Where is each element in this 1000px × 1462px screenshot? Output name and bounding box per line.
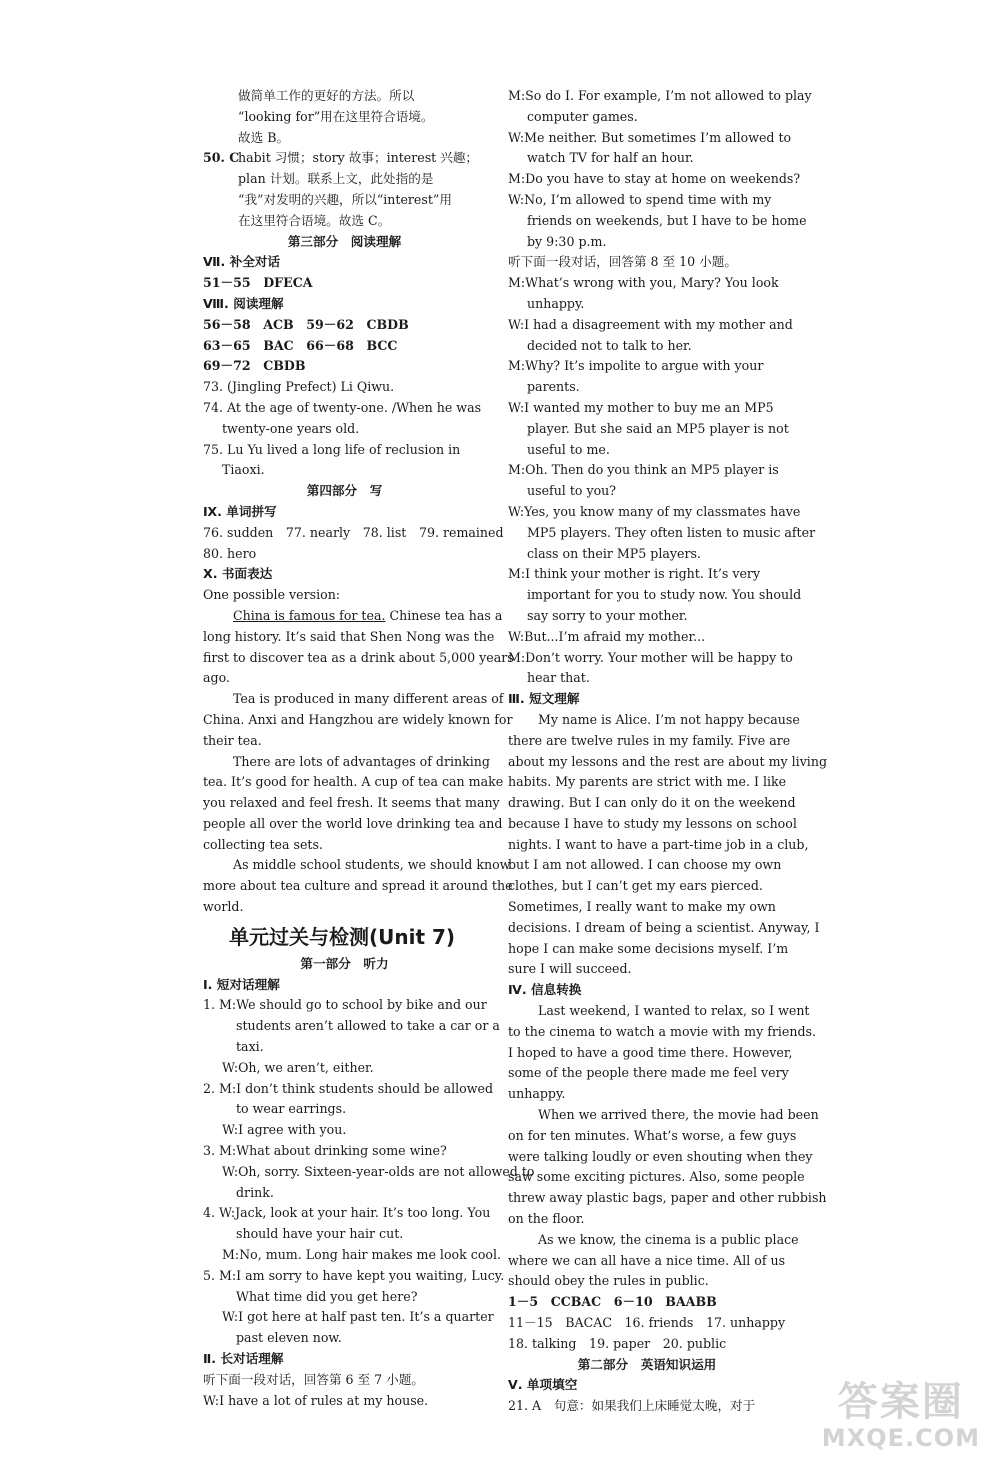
watermark-url: MXQE.COM xyxy=(821,1424,980,1452)
dialog-line: 4. W:Jack, look at your hair. It’s too long. You xyxy=(203,1205,491,1221)
passage-line: saw some exciting pictures. Also, some people xyxy=(508,1169,805,1185)
essay-line: their tea. xyxy=(203,732,262,748)
essay-line: long history. It’s said that Shen Nong was the xyxy=(203,628,495,644)
passage-line: on the floor. xyxy=(508,1211,585,1227)
essay-line: China. Anxi and Hangzhou are widely known for xyxy=(203,711,513,727)
dialog-line: W:I had a disagreement with my mother and xyxy=(508,316,793,332)
answer-74: twenty-one years old. xyxy=(222,420,360,436)
part-title: 第三部分 阅读理解 xyxy=(287,233,402,249)
essay-line: ago. xyxy=(203,670,230,686)
dialog-line: M:Do you have to stay at home on weekends? xyxy=(508,171,801,187)
passage-line: sure I will succeed. xyxy=(508,961,632,977)
essay-line: There are lots of advantages of drinking xyxy=(233,753,490,769)
section-heading: Ⅹ. 书面表达 xyxy=(203,566,273,582)
dialog-line: to wear earrings. xyxy=(236,1101,347,1117)
passage-line: should obey the rules in public. xyxy=(508,1273,709,1289)
passage-line: drawing. But I can only do it on the weekend xyxy=(508,795,796,811)
dialog-line: W:Me neither. But sometimes I’m allowed to xyxy=(508,129,792,145)
dialog-line: taxi. xyxy=(236,1039,264,1055)
passage-line: because I have to study my lessons on school xyxy=(508,815,797,831)
passage-line: My name is Alice. I’m not happy because xyxy=(538,711,800,727)
dialog-line: should have your hair cut. xyxy=(236,1226,404,1242)
essay-line: Tea is produced in many different areas of xyxy=(233,691,504,707)
essay-line: collecting tea sets. xyxy=(203,836,323,852)
dialog-line: parents. xyxy=(527,379,580,395)
dialog-line: W:But...I’m afraid my mother... xyxy=(508,628,706,644)
part-title: 第一部分 听力 xyxy=(300,955,389,971)
listening-instruction: 听下面一段对话，回答第 8 至 10 小题。 xyxy=(508,254,737,270)
dialog-line: 1. M:We should go to school by bike and our xyxy=(203,997,487,1013)
dialog-line: M:Oh. Then do you think an MP5 player is xyxy=(508,462,779,478)
answer-row: 18. talking 19. paper 20. public xyxy=(508,1335,727,1351)
essay-topic-sentence: China is famous for tea. xyxy=(233,607,386,623)
listening-instruction: 听下面一段对话，回答第 6 至 7 小题。 xyxy=(203,1371,424,1387)
dialog-line: say sorry to your mother. xyxy=(527,607,688,623)
dialog-line: W:I got here at half past ten. It’s a quarter xyxy=(222,1309,494,1325)
passage-line: clothes, but I can’t get my ears pierced. xyxy=(508,878,763,894)
section-heading: Ⅳ. 信息转换 xyxy=(508,982,582,998)
dialog-line: useful to you? xyxy=(527,483,617,499)
essay-line: you relaxed and feel fresh. It seems that many xyxy=(203,795,500,811)
answer-21: 21. A 句意：如果我们上床睡觉太晚，对于 xyxy=(508,1398,756,1414)
answer-row: 76. sudden 77. nearly 78. list 79. remained xyxy=(203,524,504,540)
intro-line: 做简单工作的更好的方法。所以 xyxy=(238,88,415,103)
answer-50-explanation: 在这里符合语境。故选 C。 xyxy=(238,212,391,228)
unit-title: 单元过关与检测(Unit 7) xyxy=(229,924,456,949)
dialog-line: hear that. xyxy=(527,670,590,686)
part-title: 第四部分 写 xyxy=(306,483,383,499)
right-column xyxy=(508,86,828,1417)
answer-75: Tiaoxi. xyxy=(222,462,265,478)
dialog-line: W:No, I’m allowed to spend time with my xyxy=(508,191,772,207)
answer-74: 74. At the age of twenty-one. /When he was xyxy=(203,399,482,415)
section-heading: Ⅸ. 单词拼写 xyxy=(203,503,277,519)
essay-line: world. xyxy=(203,899,244,915)
answer-row: 1－5 CCBAC 6－10 BAABB xyxy=(508,1294,717,1310)
passage-line: hope I can make some decisions myself. I’m xyxy=(508,940,789,956)
essay-line: As middle school students, we should know xyxy=(233,857,511,873)
dialog-line: drink. xyxy=(236,1184,274,1200)
answer-row: 69－72 CBDB xyxy=(203,358,306,374)
dialog-line: watch TV for half an hour. xyxy=(527,150,694,166)
dialog-line: important for you to study now. You should xyxy=(527,587,802,603)
dialog-line: computer games. xyxy=(527,108,638,124)
section-heading: Ⅶ. 补全对话 xyxy=(203,254,280,270)
answer-row: 63－65 BAC 66－68 BCC xyxy=(203,337,398,353)
dialog-line: W:I wanted my mother to buy me an MP5 xyxy=(508,399,774,415)
left-column xyxy=(203,86,535,1411)
section-heading: Ⅰ. 短对话理解 xyxy=(203,976,280,992)
passage-line: threw away plastic bags, paper and other rubbish xyxy=(508,1190,827,1206)
dialog-line: past eleven now. xyxy=(236,1330,342,1346)
passage-line: When we arrived there, the movie had been xyxy=(538,1107,819,1123)
section-heading: Ⅴ. 单项填空 xyxy=(508,1377,578,1393)
answer-50-explanation: habit 习惯；story 故事；interest 兴趣； xyxy=(238,150,479,166)
watermark-logo: 答案圈 xyxy=(837,1379,964,1425)
essay-line: people all over the world love drinking tea and xyxy=(203,815,503,831)
section-heading: Ⅷ. 阅读理解 xyxy=(203,295,284,311)
passage-line: where we can all have a nice time. All of us xyxy=(508,1252,786,1268)
answer-50-explanation: “我”对发明的兴趣，所以“interest”用 xyxy=(238,191,452,207)
dialog-line: W:Oh, sorry. Sixteen-year-olds are not allowed to xyxy=(222,1163,535,1179)
dialog-line: W:Oh, we aren’t, either. xyxy=(222,1059,374,1075)
section-heading: Ⅱ. 长对话理解 xyxy=(203,1351,284,1367)
dialog-line: useful to me. xyxy=(527,441,610,457)
dialog-line: M:Don’t worry. Your mother will be happy to xyxy=(508,649,793,665)
passage-line: Sometimes, I really want to make my own xyxy=(508,899,776,915)
essay-line: first to discover tea as a drink about 5,000 years xyxy=(203,649,514,665)
passage-line: some of the people there made me feel very xyxy=(508,1065,789,1081)
answer-75: 75. Lu Yu lived a long life of reclusion in xyxy=(203,441,461,457)
dialog-line: 2. M:I don’t think students should be allowed xyxy=(203,1080,494,1096)
dialog-line: M:What’s wrong with you, Mary? You look xyxy=(508,275,779,291)
dialog-line: 3. M:What about drinking some wine? xyxy=(203,1143,447,1159)
dialog-line: class on their MP5 players. xyxy=(527,545,701,561)
dialog-line: M:No, mum. Long hair makes me look cool. xyxy=(222,1247,502,1263)
dialog-line: unhappy. xyxy=(527,295,585,311)
answer-50-explanation: plan 计划。联系上文，此处指的是 xyxy=(238,171,434,187)
passage-line: but I am not allowed. I can choose my own xyxy=(508,857,782,873)
dialog-line: W:I agree with you. xyxy=(222,1122,347,1138)
dialog-line: students aren’t allowed to take a car or a xyxy=(236,1018,500,1034)
passage-line: Last weekend, I wanted to relax, so I went xyxy=(538,1003,810,1019)
answer-row: 80. hero xyxy=(203,545,257,561)
dialog-line: M:Why? It’s impolite to argue with your xyxy=(508,358,764,374)
passage-line: to the cinema to watch a movie with my friends. xyxy=(508,1023,817,1039)
passage-line: I hoped to have a good time there. However, xyxy=(508,1044,793,1060)
essay-line: China is famous for tea. Chinese tea has a xyxy=(233,607,503,623)
dialog-line: by 9:30 p.m. xyxy=(527,233,607,249)
passage-line: habits. My parents are strict with me. I like xyxy=(508,774,787,790)
dialog-line: MP5 players. They often listen to music after xyxy=(527,524,816,540)
dialog-line: W:I have a lot of rules at my house. xyxy=(203,1392,429,1408)
version-label: One possible version: xyxy=(203,587,341,603)
passage-line: unhappy. xyxy=(508,1086,566,1102)
section-heading: Ⅲ. 短文理解 xyxy=(508,691,580,707)
passage-line: decisions. I dream of being a scientist. Anyway, I xyxy=(508,919,820,935)
passage-line: there are twelve rules in my family. Five are xyxy=(508,732,791,748)
dialog-line: What time did you get here? xyxy=(236,1288,418,1304)
intro-line: “looking for”用在这里符合语境。 xyxy=(238,108,434,124)
essay-line: more about tea culture and spread it around the xyxy=(203,878,513,894)
answer-50 xyxy=(203,148,486,169)
answer-50-number: 50. C xyxy=(203,150,240,166)
intro-line: 故选 B。 xyxy=(238,129,290,145)
dialog-line: 5. M:I am sorry to have kept you waiting, Lucy. xyxy=(203,1267,505,1283)
passage-line: As we know, the cinema is a public place xyxy=(538,1231,799,1247)
passage-line: nights. I want to have a part-time job in a club, xyxy=(508,836,809,852)
watermark xyxy=(822,1380,980,1452)
passage-line: on for ten minutes. What’s worse, a few guys xyxy=(508,1127,797,1143)
dialog-line: decided not to talk to her. xyxy=(527,337,692,353)
dialog-line: player. But she said an MP5 player is not xyxy=(527,420,789,436)
answer-row: 56－58 ACB 59－62 CBDB xyxy=(203,316,409,332)
answer-73: 73. (Jingling Prefect) Li Qiwu. xyxy=(203,379,395,395)
essay-line: tea. It’s good for health. A cup of tea can make xyxy=(203,774,504,790)
dialog-line: M:I think your mother is right. It’s very xyxy=(508,566,761,582)
passage-line: about my lessons and the rest are about my living xyxy=(508,753,828,769)
dialog-line: W:Yes, you know many of my classmates have xyxy=(508,503,801,519)
part-title: 第二部分 英语知识运用 xyxy=(577,1356,717,1372)
passage-line: were talking loudly or even shouting when they xyxy=(508,1148,813,1164)
dialog-line: M:So do I. For example, I’m not allowed to play xyxy=(508,88,812,103)
answer-row: 51－55 DFECA xyxy=(203,275,313,291)
answer-row: 11－15 BACAC 16. friends 17. unhappy xyxy=(508,1315,786,1331)
dialog-line: friends on weekends, but I have to be home xyxy=(527,212,807,228)
